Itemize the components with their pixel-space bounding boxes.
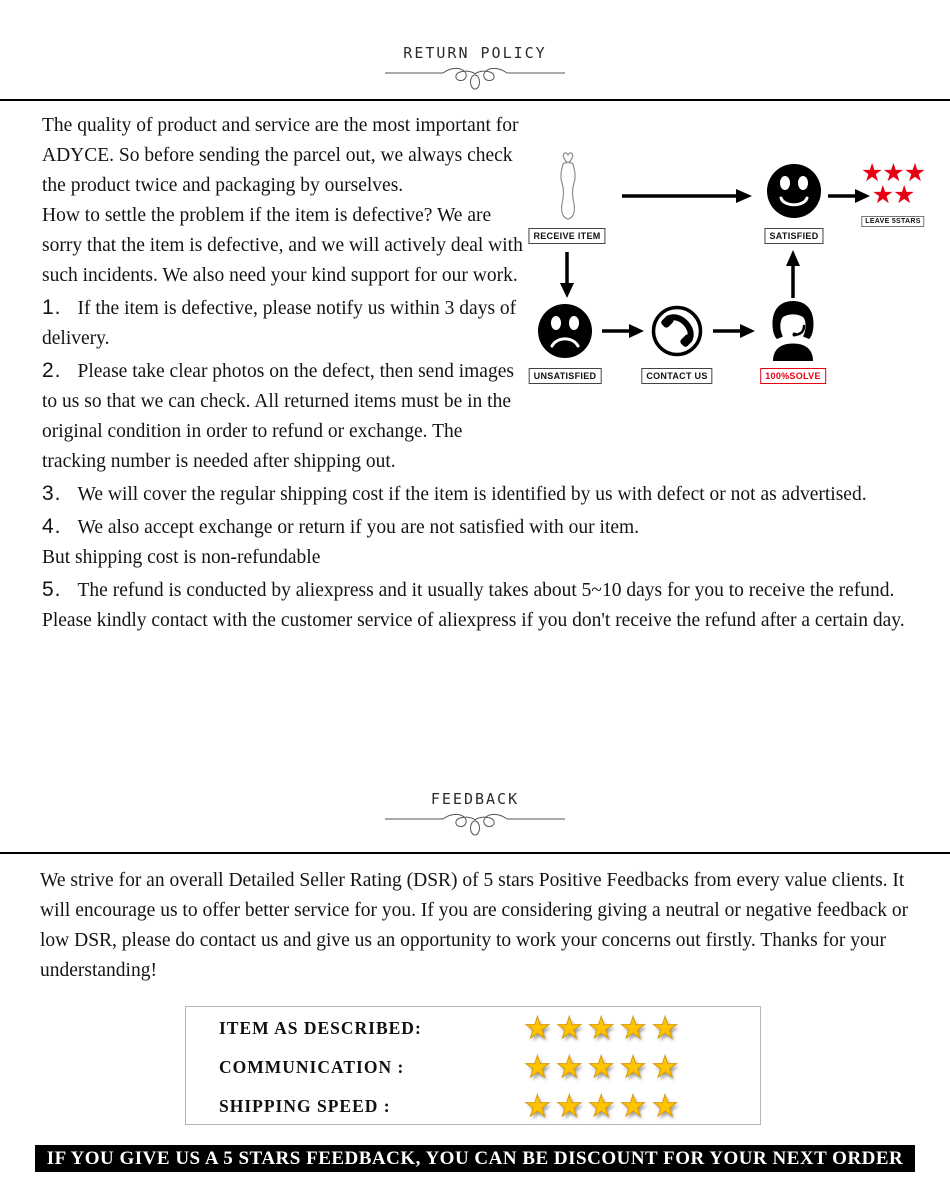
rating-row: [186, 1087, 760, 1126]
policy-item-text: We also accept exchange or return if you are not satisfied with our item.: [77, 517, 640, 538]
policy-item-text: We will cover the regular shipping cost if the item is identified by us with defect or not as advertised.: [77, 484, 867, 505]
leave-5stars-label: LEAVE 5STARS: [861, 216, 924, 227]
flourish-ornament-icon: [385, 64, 565, 92]
policy-item-number: 5.: [42, 578, 62, 601]
policy-item: [42, 575, 908, 636]
return-policy-header: [0, 44, 950, 92]
arrow-up-icon: [785, 250, 801, 298]
five-red-stars-icon: [851, 158, 935, 209]
arrow-right-icon: [602, 324, 644, 338]
customer-service-icon: [765, 299, 821, 361]
gold-stars-icon: ★★★★★: [524, 1049, 684, 1085]
arrow-right-icon: [622, 189, 752, 203]
solve-label: 100%SOLVE: [760, 368, 826, 384]
dsr-paragraph: We strive for an overall Detailed Seller Rating (DSR) of 5 stars Positive Feedbacks from every value clients. It will encourage us to offer better service for you. If you are considering giving a neutral or negative feedback or low DSR, please do contact us and give us an opportunity to work your concerns out firstly. Thanks for your understanding!: [40, 870, 909, 981]
policy-intro-paragraph: How to settle the problem if the item is defective? We are sorry that the item is defective, and we will actively deal with such incidents. We also need your kind support for our work.: [42, 205, 523, 286]
ratings-box: [185, 1006, 761, 1125]
dress-icon: [549, 150, 587, 222]
satisfied-label: SATISFIED: [764, 228, 823, 244]
feedback-title: FEEDBACK: [430, 790, 520, 808]
policy-intro-paragraph: The quality of product and service are the most important for ADYCE. So before sending the parcel out, we always check the product twice and packaging by ourselves.: [42, 115, 519, 196]
phone-icon: [650, 304, 704, 358]
discount-banner: IF YOU GIVE US A 5 STARS FEEDBACK, YOU CAN BE DISCOUNT FOR YOUR NEXT ORDER: [35, 1145, 915, 1172]
sad-face-icon: [537, 303, 593, 359]
arrow-down-icon: [559, 252, 575, 298]
gold-stars-icon: ★★★★★: [524, 1088, 684, 1124]
rating-label: COMMUNICATION :: [219, 1057, 405, 1077]
divider-line: [0, 852, 950, 854]
policy-item-continuation: But shipping cost is non-refundable: [42, 547, 321, 568]
red-stars-row: ★★: [871, 180, 915, 209]
policy-item-number: 3.: [42, 482, 62, 505]
policy-item: [42, 479, 908, 510]
arrow-right-icon: [713, 324, 755, 338]
flourish-ornament-icon: [385, 810, 565, 838]
contact-us-label: CONTACT US: [641, 368, 712, 384]
policy-item-text: If the item is defective, please notify us within 3 days of delivery.: [42, 298, 517, 349]
divider-line: [0, 99, 950, 101]
rating-row: [186, 1009, 760, 1048]
rating-row: [186, 1048, 760, 1087]
feedback-header: [0, 790, 950, 838]
red-stars-row: ★★★: [860, 158, 926, 187]
receive-item-label: RECEIVE ITEM: [528, 228, 605, 244]
unsatisfied-label: UNSATISFIED: [529, 368, 602, 384]
policy-item-text: The refund is conducted by aliexpress and it usually takes about 5~10 days for you to receive the refund. Please kindly contact with the customer service of aliexpress if you don't receive the refund after a certain day.: [42, 580, 905, 631]
gold-stars-icon: ★★★★★: [524, 1010, 684, 1046]
rating-label: SHIPPING SPEED :: [219, 1096, 391, 1116]
happy-face-icon: [766, 163, 822, 219]
policy-item-number: 4.: [42, 515, 62, 538]
rating-label: ITEM AS DESCRIBED:: [219, 1018, 422, 1038]
policy-item: [42, 512, 908, 543]
return-policy-title: RETURN POLICY: [403, 44, 547, 62]
return-flowchart: [530, 140, 948, 392]
policy-item-number: 2.: [42, 359, 62, 382]
policy-item-number: 1.: [42, 296, 62, 319]
policy-item-text: Please take clear photos on the defect, then send images to us so that we can check. All returned items must be in the original condition in order to refund or exchange. The tracking number is needed after shipping out.: [42, 361, 514, 472]
